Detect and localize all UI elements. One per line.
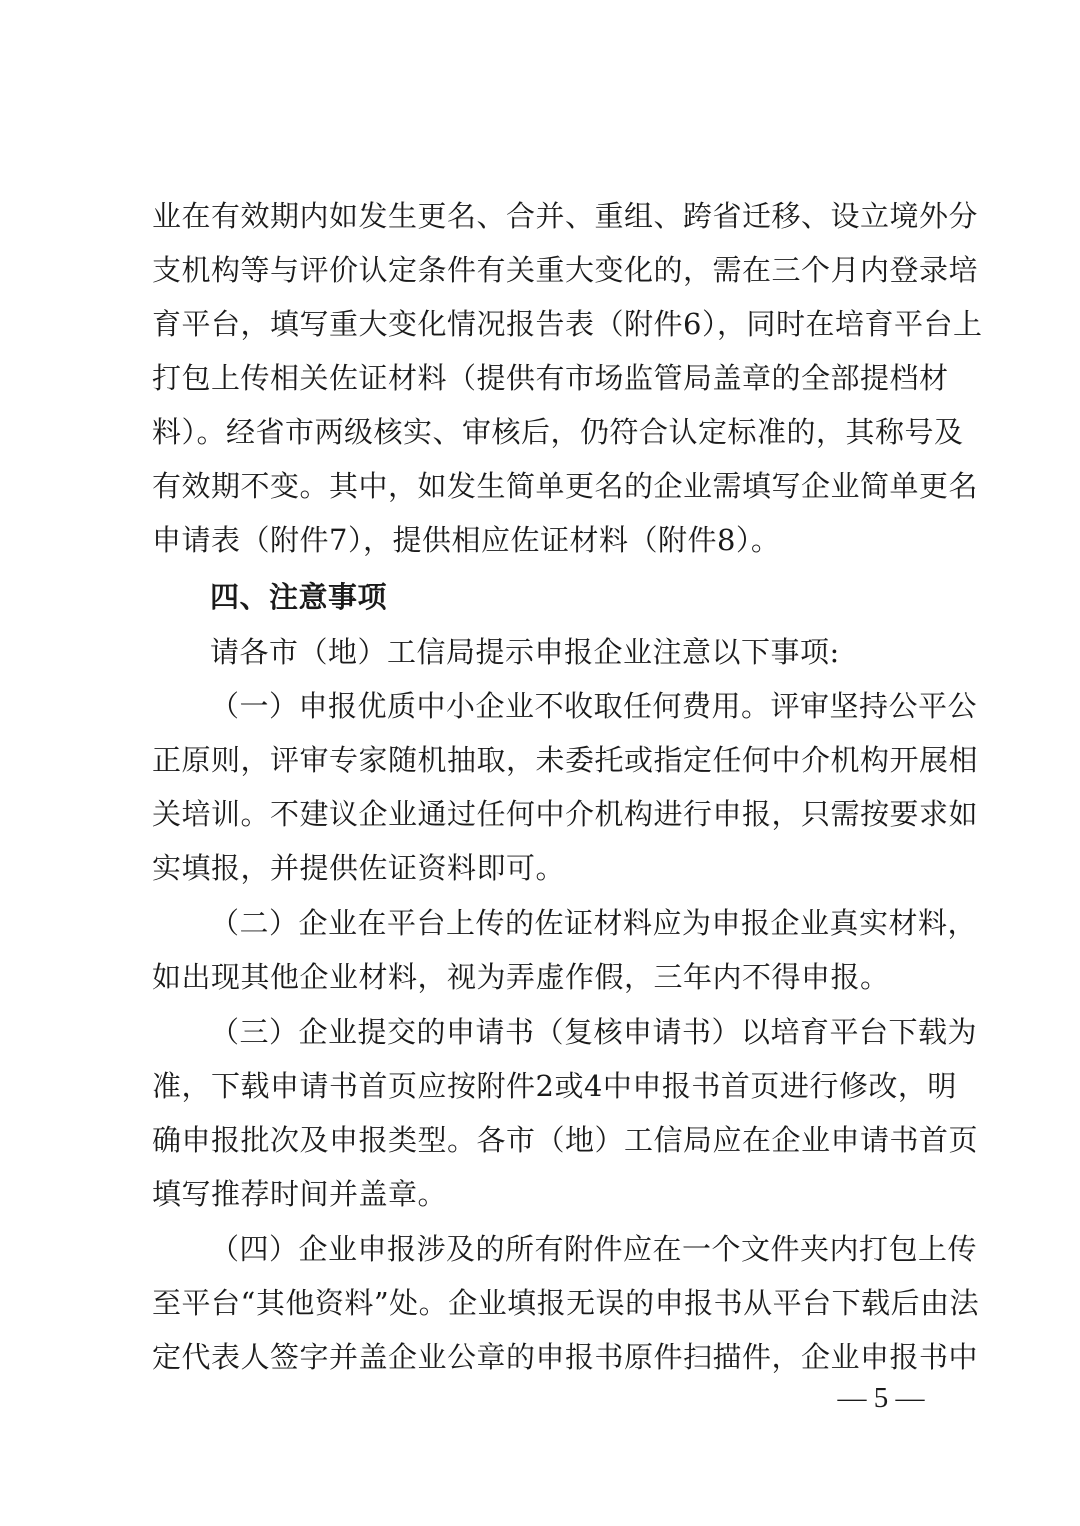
paragraph-line: 请各市（地）工信局提示申报企业注意以下事项:	[210, 635, 840, 669]
paragraph-line: 支机构等与评价认定条件有关重大变化的，需在三个月内登录培	[152, 253, 979, 287]
paragraph-line: 至平台“其他资料”处。企业填报无误的申报书从平台下载后由法	[152, 1286, 980, 1320]
paragraph-line: 确申报批次及申报类型。各市（地）工信局应在企业申请书首页	[152, 1123, 979, 1157]
paragraph-line: 定代表人签字并盖企业公章的申报书原件扫描件，企业申报书中	[152, 1340, 979, 1374]
paragraph-line: （三）企业提交的申请书（复核申请书）以培育平台下载为	[210, 1015, 978, 1049]
paragraph-line: 申请表（附件7），提供相应佐证材料（附件8）。	[152, 523, 781, 557]
paragraph-line: 关培训。不建议企业通过任何中介机构进行申报，只需按要求如	[152, 797, 979, 831]
paragraph-line: 打包上传相关佐证材料（提供有市场监管局盖章的全部提档材	[152, 361, 949, 395]
section-heading: 四、注意事项	[210, 580, 388, 614]
paragraph-line: （二）企业在平台上传的佐证材料应为申报企业真实材料，	[210, 906, 978, 940]
paragraph-line: 实填报，并提供佐证资料即可。	[152, 851, 566, 885]
paragraph-line: 育平台，填写重大变化情况报告表（附件6），同时在培育平台上	[152, 307, 983, 341]
paragraph-line: 填写推荐时间并盖章。	[152, 1177, 448, 1211]
paragraph-line: 料）。经省市两级核实、审核后，仍符合认定标准的，其称号及	[152, 415, 964, 449]
paragraph-line: 准，下载申请书首页应按附件2或4中申报书首页进行修改，明	[152, 1069, 957, 1103]
paragraph-line: 正原则，评审专家随机抽取，未委托或指定任何中介机构开展相	[152, 743, 979, 777]
page-number: — 5 —	[837, 1382, 925, 1414]
paragraph-line: 业在有效期内如发生更名、合并、重组、跨省迁移、设立境外分	[152, 199, 979, 233]
paragraph-line: （四）企业申报涉及的所有附件应在一个文件夹内打包上传	[210, 1232, 978, 1266]
paragraph-line: 如出现其他企业材料，视为弄虚作假，三年内不得申报。	[152, 960, 890, 994]
paragraph-line: 有效期不变。其中，如发生简单更名的企业需填写企业简单更名	[152, 469, 979, 503]
paragraph-line: （一）申报优质中小企业不收取任何费用。评审坚持公平公	[210, 689, 978, 723]
